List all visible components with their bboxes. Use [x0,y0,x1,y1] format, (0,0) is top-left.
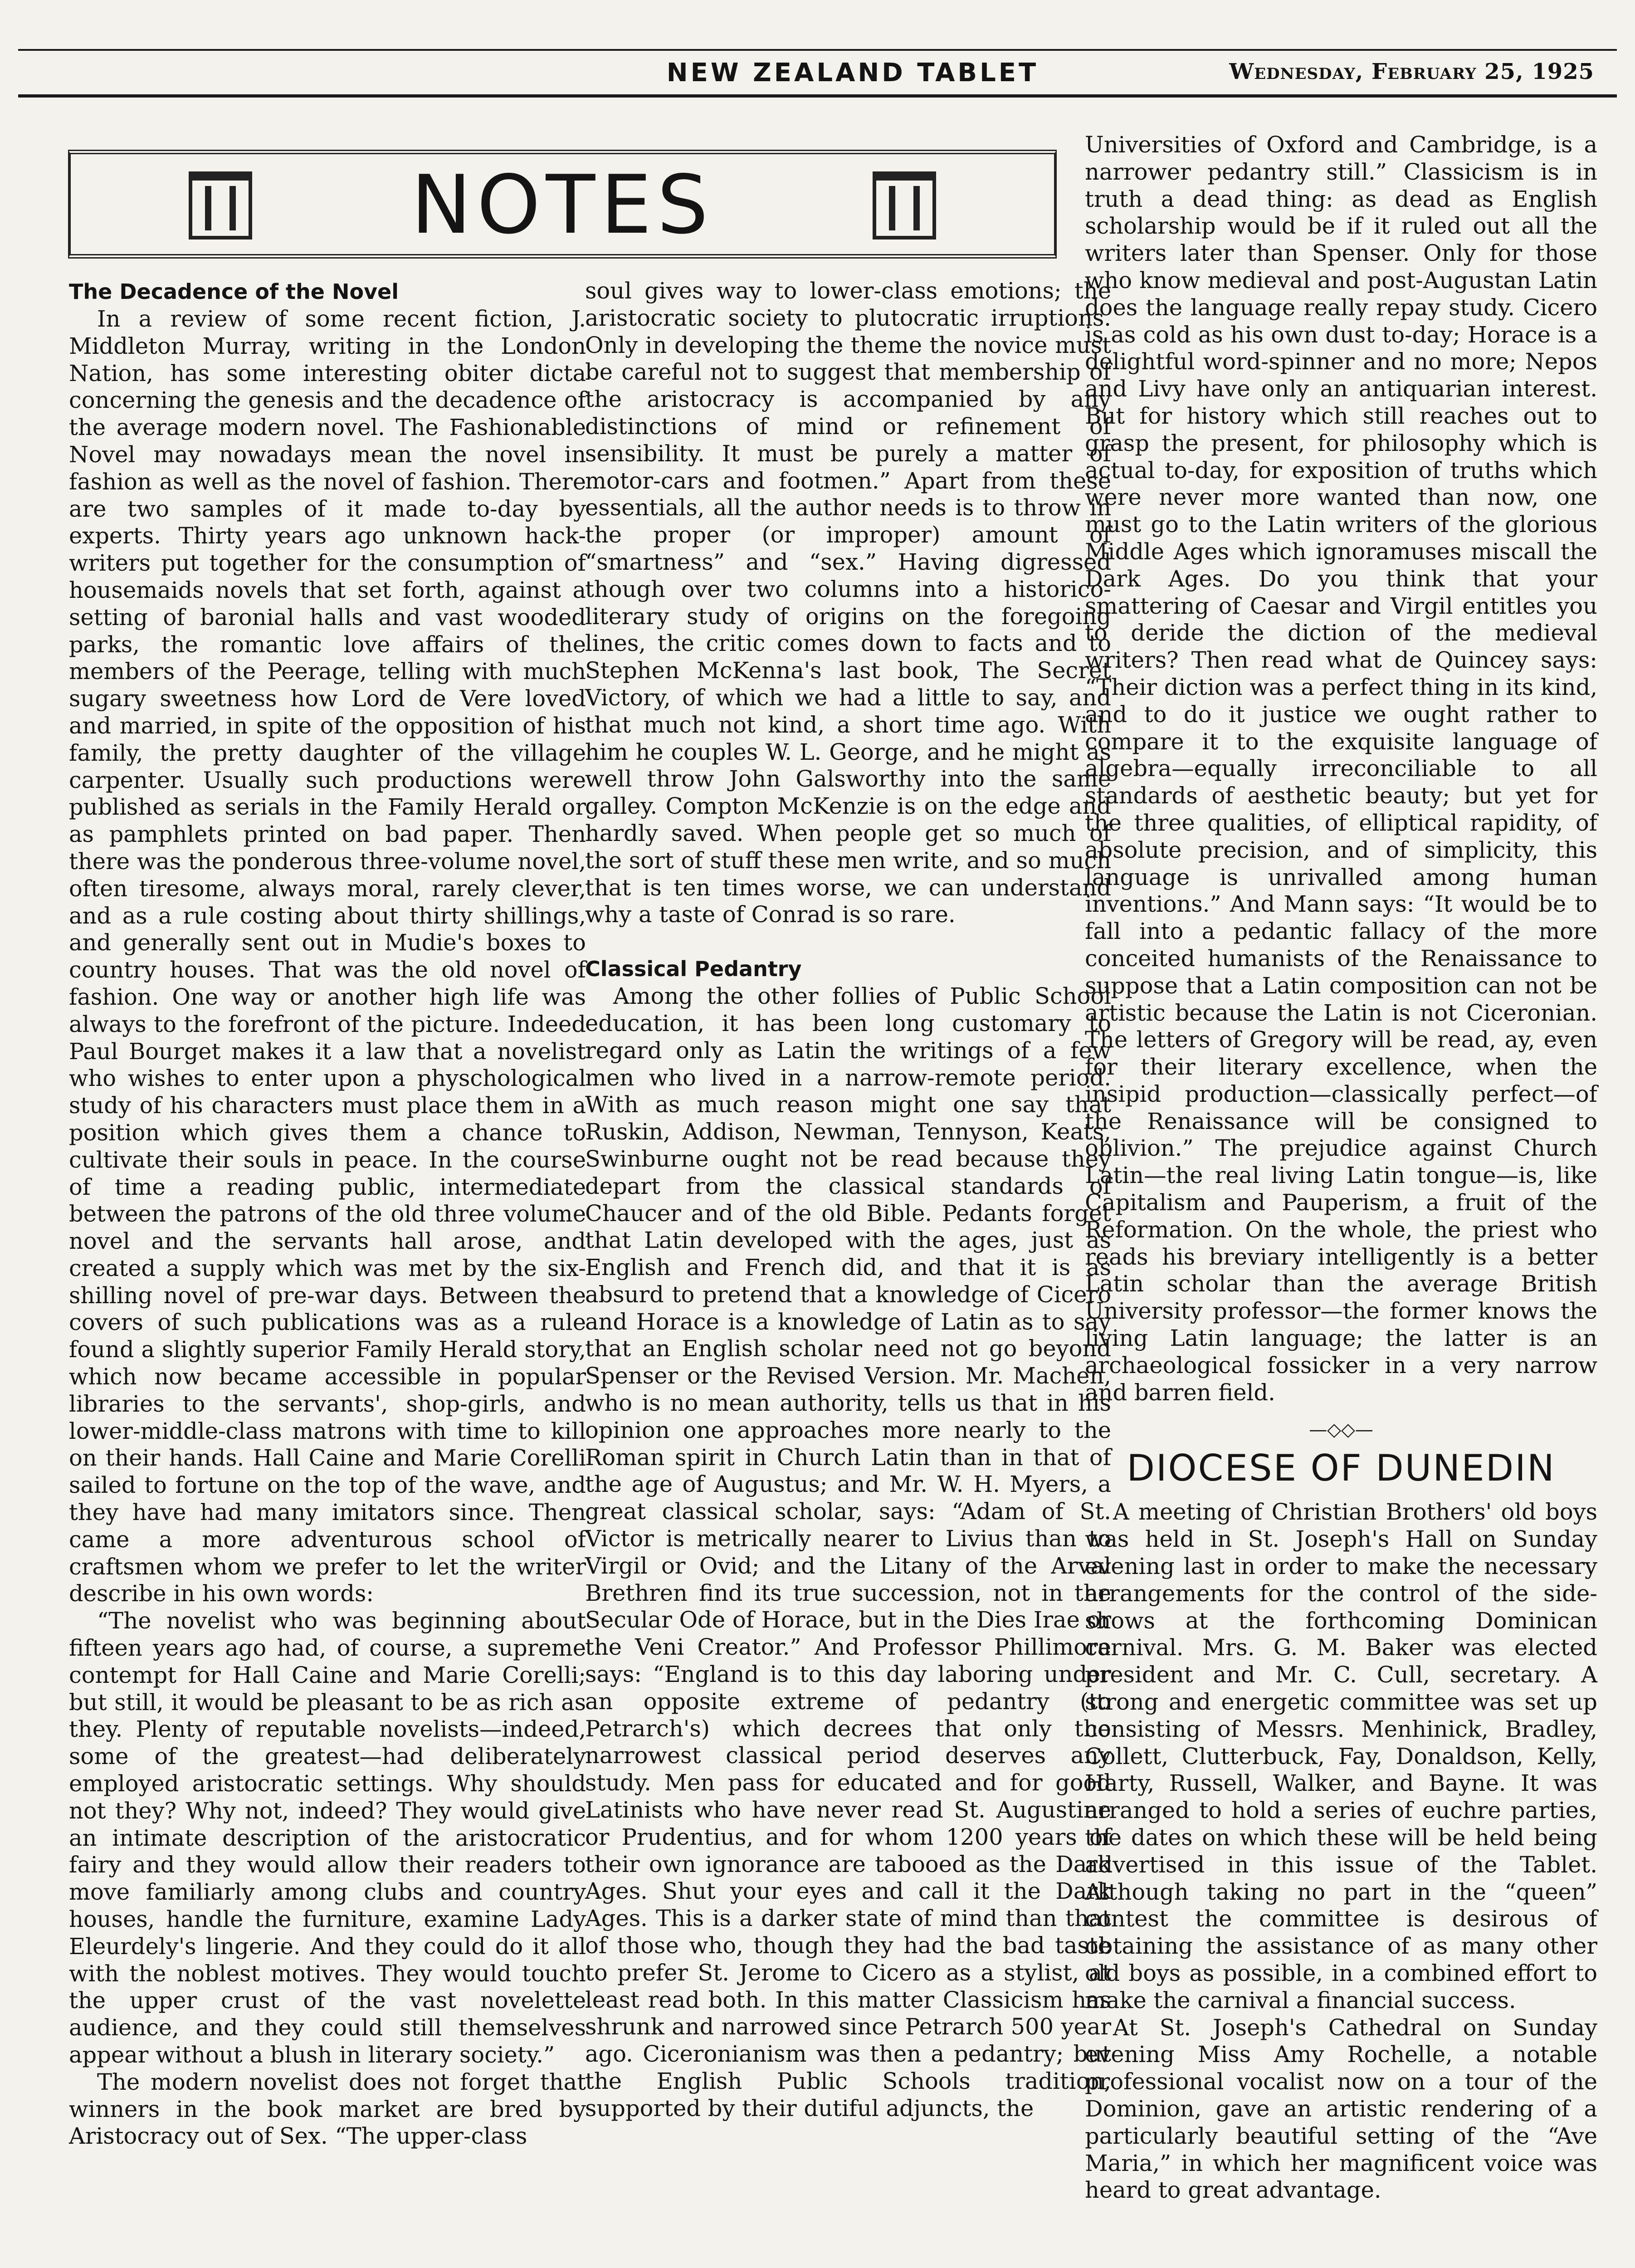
notes-banner [68,150,1057,259]
divider-ornament: —◇◇— [1309,1419,1373,1441]
masthead-rule [18,94,1617,98]
decadence-paragraph-3: The modern novelist does not forget that winners in the book market are bred by Aristocracy out of Sex. “The upper-class [69,2068,586,2150]
pedantry-paragraph: Among the other follies of Public School education, it has been long customary to regard only as Latin the writings of a few men who lived in a narrow-remote period. With as much reason might one say that Ruskin, Addison, Newman, Tennyson, Keats, Swinburne ought not be read because they depart from the classical standards of Chaucer and of the old Bible. Pedants forget that Latin developed with the ages, just as English and French did, and that it is as absurd to pretend that a knowledge of Cicero and Horace is a knowledge of Latin as to say that an English scholar need not go beyond Spenser or the Revised Version. Mr. Machen, who is no mean authority, tells us that in his opinion one approaches more nearly to the Roman spirit in Church Latin than in that of the age of Augustus; and Mr. W. H. Myers, a great classical scholar, says: “Adam of St. Victor is metrically nearer to Livius than to Virgil or Ovid; and the Litany of the Arval Brethren find its true succession, not in the Secular Ode of Horace, but in the Dies Irae or the Veni Creator.” And Professor Phillimore says: “England is to this day laboring under an opposite extreme of pedantry (to Petrarch's) which decrees that only the narrowest classical period deserves any study. Men pass for educated and for good Latinists who have never read St. Augustine or Prudentius, and for whom 1200 years of their own ignorance are tabooed as the Dark Ages. Shut your eyes and call it the Dark Ages. This is a darker state of mind than that of those who, though they had the bad taste to prefer St. Jerome to Cicero as a stylist, at least read both. In this matter Classicism has shrunk and narrowed since Petrarch 500 year ago. Ciceronianism was then a pedantry; but the English Public Schools tradition, supported by their dutiful adjuncts, the [585,983,1111,2121]
decadence-paragraph-1: In a review of some recent fiction, J. Middleton Murray, writing in the London Nation, has some interesting obiter dicta concerning the genesis and the decadence of the average modern novel. The Fashionable Novel may nowadays mean the novel in fashion as well as the novel of fashion. There are two samples of it made to-day by experts. Thirty years ago unknown hack-writers put together for the consumption of housemaids novels that set forth, against a setting of baronial halls and vast wooded parks, the romantic love affairs of the members of the Peerage, telling with much sugary sweetness how Lord de Vere loved and married, in spite of the opposition of his family, the pretty daughter of the village carpenter. Usually such productions were published as serials in the Family Herald or as pamphlets printed on bad paper. Then there was the ponderous three-volume novel, often tiresome, always moral, rarely clever, and as a rule costing about thirty shillings, and generally sent out in Mudie's boxes to country houses. That was the old novel of fashion. One way or another high life was always to the forefront of the picture. Indeed Paul Bourget makes it a law that a novelist who wishes to enter upon a physchological study of his characters must place them in a position which gives them a chance to cultivate their souls in peace. In the course of time a reading public, intermediate between the patrons of the old three volume novel and the servants hall arose, and created a supply which was met by the six-shilling novel of pre-war days. Between the covers of such publications was as a rule found a slightly superior Family Herald story, which now became accessible in popular libraries to the servants', shop-girls, and lower-middle-class matrons with time to kill on their hands. Hall Caine and Marie Corelli sailed to fortune on the top of the wave, and they have had many imitators since. Then came a more adventurous school of craftsmen whom we prefer to let the writer describe in his own words: [69,306,586,1607]
top-rule [18,49,1617,51]
column-2 [585,278,1111,2122]
masthead-date: Wednesday, February 25, 1925 [1229,59,1594,84]
pedantry-paragraph-continued: Universities of Oxford and Cambridge, is a narrower pedantry still.” Classicism is in truth a dead thing: as dead as English scholarship would be if it ruled out all the writers later than Spenser. Only for those who know medieval and post-Augustan Latin does the language really repay study. Cicero is as cold as his own dust to-day; Horace is a delightful word-spinner and no more; Nepos and Livy have only an antiquarian interest. But for history which still reaches out to grasp the present, for philosophy which is actual to-day, for exposition of truths which were never more wanted than now, one must go to the Latin writers of the glorious Middle Ages which ignoramuses miscall the Dark Ages. Do you think that your smattering of Caesar and Virgil entitles you to deride the diction of the medieval writers? Then read what de Quincey says: “Their diction was a perfect thing in its kind, and to do it justice we ought rather to compare it to the exquisite language of algebra—equally irreconciliable to all standards of aesthetic beauty; but yet for the three qualities, of elliptical rapidity, of absolute precision, and of simplicity, this language is unrivalled among human inventions.” And Mann says: “It would be to fall into a pedantic fallacy of the more conceited humanists of the Renaissance to suppose that a Latin composition can not be artistic because the Latin is not Ciceronian. The letters of Gregory will be read, ay, even for their literary excellence, when the insipid production—classically perfect—of the Renaissance will be consigned to oblivion.” The prejudice against Church Latin—the real living Latin tongue—is, like Capitalism and Pauperism, a fruit of the Reformation. On the whole, the priest who reads his breviary intelligently is a better Latin scholar than the average British University professor—the former knows the living Latin language; the latter is an archaeological fossicker in a very narrow and barren field. [1085,132,1597,1406]
column-3 [1085,132,1597,2204]
book-ornament-icon [873,171,936,240]
notes-title: NOTES [411,158,714,252]
pedantry-heading: Classical Pedantry [585,957,802,982]
decadence-paragraph-2: “The novelist who was beginning about fifteen years ago had, of course, a supreme contempt for Hall Caine and Marie Corelli; but still, it would be pleasant to be as rich as they. Plenty of reputable novelists—indeed, some of the greatest—had deliberately employed aristocratic settings. Why should not they? Why not, indeed? They would give an intimate description of the aristocratic fairy and they would allow their readers to move familiarly among clubs and country houses, handle the furniture, examine Lady Eleurdely's lingerie. And they could do it all with the noblest motives. They would touch the upper crust of the vast novelette audience, and they could still themselves appear without a blush in literary society.” [69,1608,586,2068]
masthead-title: NEW ZEALAND TABLET [666,58,1039,88]
diocese-paragraph-1: A meeting of Christian Brothers' old boys was held in St. Joseph's Hall on Sunday evening last in order to make the necessary arrangements for the control of the side-shows at the forthcoming Dominican carnival. Mrs. G. M. Baker was elected president and Mr. C. Cull, secretary. A strong and energetic committee was set up consisting of Messrs. Menhinick, Bradley, Collett, Clutterbuck, Fay, Donaldson, Kelly, Harty, Russell, Walker, and Bayne. It was arranged to hold a series of euchre parties, the dates on which these will be held being advertised in this issue of the Tablet. Although taking no part in the “queen” contest the committee is desirous of obtaining the assistance of as many other old boys as possible, in a combined effort to make the carnival a financial success. [1085,1499,1597,2014]
diocese-header [1085,1416,1597,1493]
decadence-paragraph-3-continued: soul gives way to lower-class emotions; the aristocratic society to plutocratic irruptions. Only in developing the theme the novice must be careful not to suggest that membership of the aristocracy is accompanied by any distinctions of mind or refinement of sensibility. It must be purely a matter of motor-cars and footmen.” Apart from these essentials, all the author needs is to throw in the proper (or improper) amount of “smartness” and “sex.” Having digressed though over two columns into a historico-literary study of origins on the foregoing lines, the critic comes down to facts and to Stephen McKenna's last book, The Secret Victory, of which we had a little to say, and that much not kind, a short time ago. With him he couples W. L. George, and he might as well throw John Galsworthy into the same galley. Compton McKenzie is on the edge and hardly saved. When people get so much of the sort of stuff these men write, and so much that is ten times worse, we can understand why a taste of Conrad is so rare. [585,278,1111,928]
decadence-heading: The Decadence of the Novel [69,279,399,304]
column-1 [69,278,586,2150]
diocese-paragraph-2: At St. Joseph's Cathedral on Sunday evening Miss Amy Rochelle, a notable professional vocalist now on a tour of the Dominion, gave an artistic rendering of a particularly beautiful setting of the “Ave Maria,” in which her magnificent voice was heard to great advantage. [1085,2014,1597,2204]
diocese-heading: DIOCESE OF DUNEDIN [1127,1447,1556,1490]
